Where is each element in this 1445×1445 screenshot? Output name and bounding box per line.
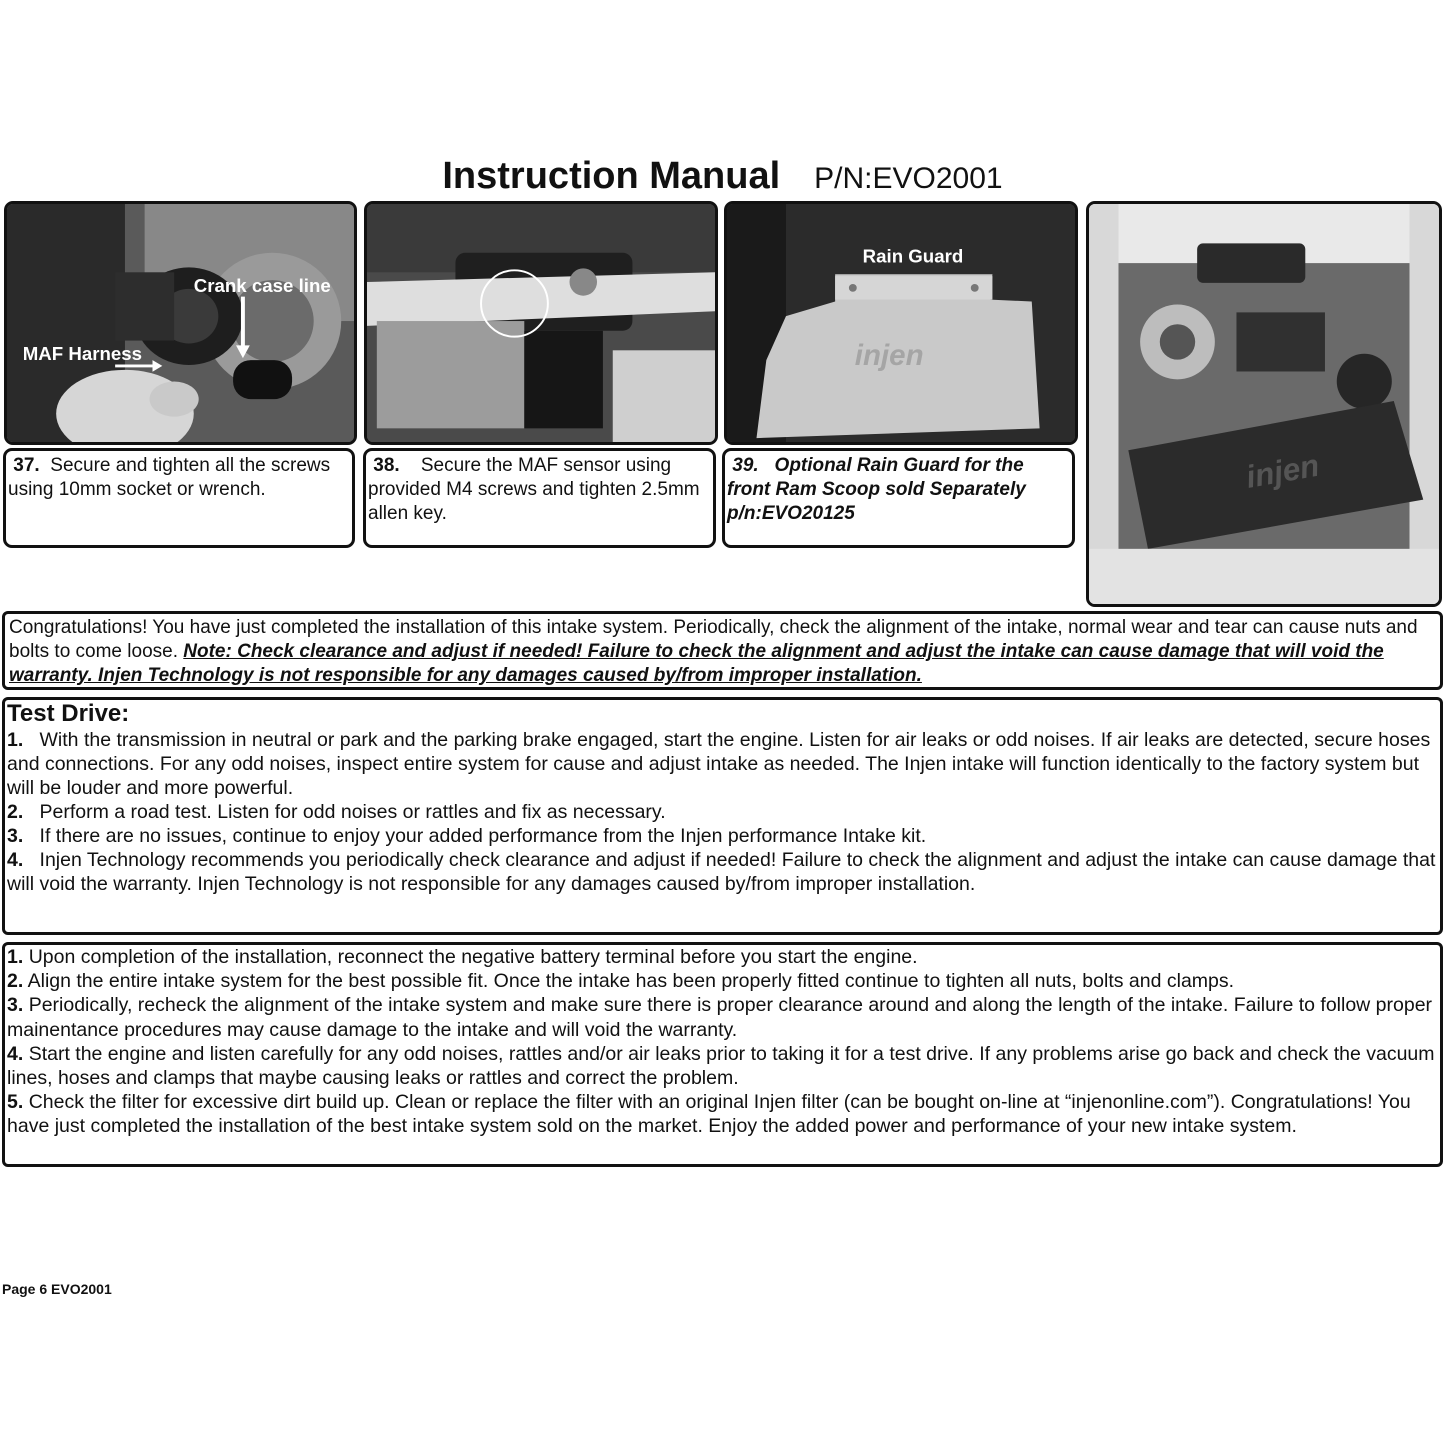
- photo-step-37: [4, 201, 357, 445]
- test-drive-item: 2. Perform a road test. Listen for odd noises or rattles and fix as necessary.: [7, 801, 666, 823]
- test-drive-item: 3. If there are no issues, continue to enjoy your added performance from the Injen performance Intake kit.: [7, 825, 927, 847]
- step-38-number: 38.: [373, 455, 400, 476]
- engine-photo-37: [7, 204, 354, 442]
- congrats-text: Congratulations! You have just completed the installation of this intake system. Periodically, check the alignment of the intake, normal wear and tear can cause nuts and bolts to come loose.: [9, 617, 1418, 662]
- test-drive-box: [2, 697, 1443, 935]
- step-37-caption: [3, 448, 355, 548]
- congrats-box: [2, 611, 1443, 690]
- photo-step-38: [364, 201, 718, 445]
- final-step: 5. Check the filter for excessive dirt build up. Clean or replace the filter with an original Injen filter (can be bought on-line at “injenonline.com”). Congratulations! You have just completed the installation of the best intake system sold on the market. Enjoy the added power and performance of your new intake system.: [7, 1091, 1411, 1138]
- engine-photo-38: [367, 204, 715, 442]
- final-steps-box: [2, 942, 1443, 1167]
- step-39-number: 39.: [732, 455, 759, 476]
- test-drive-item: 1. With the transmission in neutral or park and the parking brake engaged, start the engine. Listen for air leaks or odd noises. If air leaks are detected, secure hoses and connections. For any odd noises, inspect entire system for cause and adjust intake as needed. The Injen intake will function identically to the factory system but will be louder and more powerful.: [7, 729, 1431, 799]
- step-38-caption: [363, 448, 716, 548]
- title-text: Instruction Manual: [442, 155, 781, 197]
- step-38-text: Secure the MAF sensor using provided M4 screws and tighten 2.5mm allen key.: [368, 455, 700, 524]
- label-rain-guard: Rain Guard: [862, 245, 964, 267]
- label-crank-case-line: Crank case line: [193, 274, 331, 296]
- engine-bay-photo: [1089, 204, 1439, 604]
- step-39-caption: [722, 448, 1075, 548]
- warranty-note: Note: Check clearance and adjust if needed! Failure to check the alignment and adjust the intake can cause damage that will void the warranty. Injen Technology is not responsible for any damages caused by/from improper installation.: [9, 641, 1384, 686]
- photo-step-39: [724, 201, 1078, 445]
- step-37-number: 37.: [13, 455, 40, 476]
- page-title: [0, 155, 1445, 198]
- final-step: 2. Align the entire intake system for the best possible fit. Once the intake has been properly fitted continue to tighten all nuts, bolts and clamps.: [7, 970, 1235, 993]
- injen-logo-emboss: injen: [854, 339, 924, 372]
- final-step: 3. Periodically, recheck the alignment of the intake system and make sure there is proper clearance around and along the length of the intake. Failure to follow proper mainentance procedures may cause damage to the intake and will void the warranty.: [7, 994, 1433, 1041]
- test-drive-item: 4. Injen Technology recommends you periodically check clearance and adjust if needed! Failure to check the alignment and adjust the intake can cause damage that will void the warranty. Injen Technology is not responsible for any damages caused by/from improper installation.: [7, 849, 1436, 895]
- photo-engine-bay: [1086, 201, 1442, 607]
- step-37-text: Secure and tighten all the screws using 10mm socket or wrench.: [8, 455, 331, 500]
- page-footer: Page 6 EVO2001: [2, 1281, 112, 1297]
- test-drive-heading: Test Drive:: [7, 700, 130, 727]
- final-step: 4. Start the engine and listen carefully for any odd noises, rattles and/or air leaks prior to taking it for a test drive. If any problems arise go back and check the vacuum lines, hoses and clamps that maybe causing leaks or rattles and correct the problem.: [7, 1042, 1435, 1090]
- label-maf-harness: MAF Harness: [22, 343, 143, 365]
- step-39-text: Optional Rain Guard for the front Ram Scoop sold Separately p/n:EVO20125: [727, 455, 1026, 524]
- final-step: 1. Upon completion of the installation, reconnect the negative battery terminal before you start the engine.: [7, 946, 918, 968]
- part-number: P/N:EVO2001: [814, 162, 1003, 195]
- rain-guard-photo: [727, 204, 1075, 442]
- injen-logo-cover: injen: [1243, 446, 1322, 495]
